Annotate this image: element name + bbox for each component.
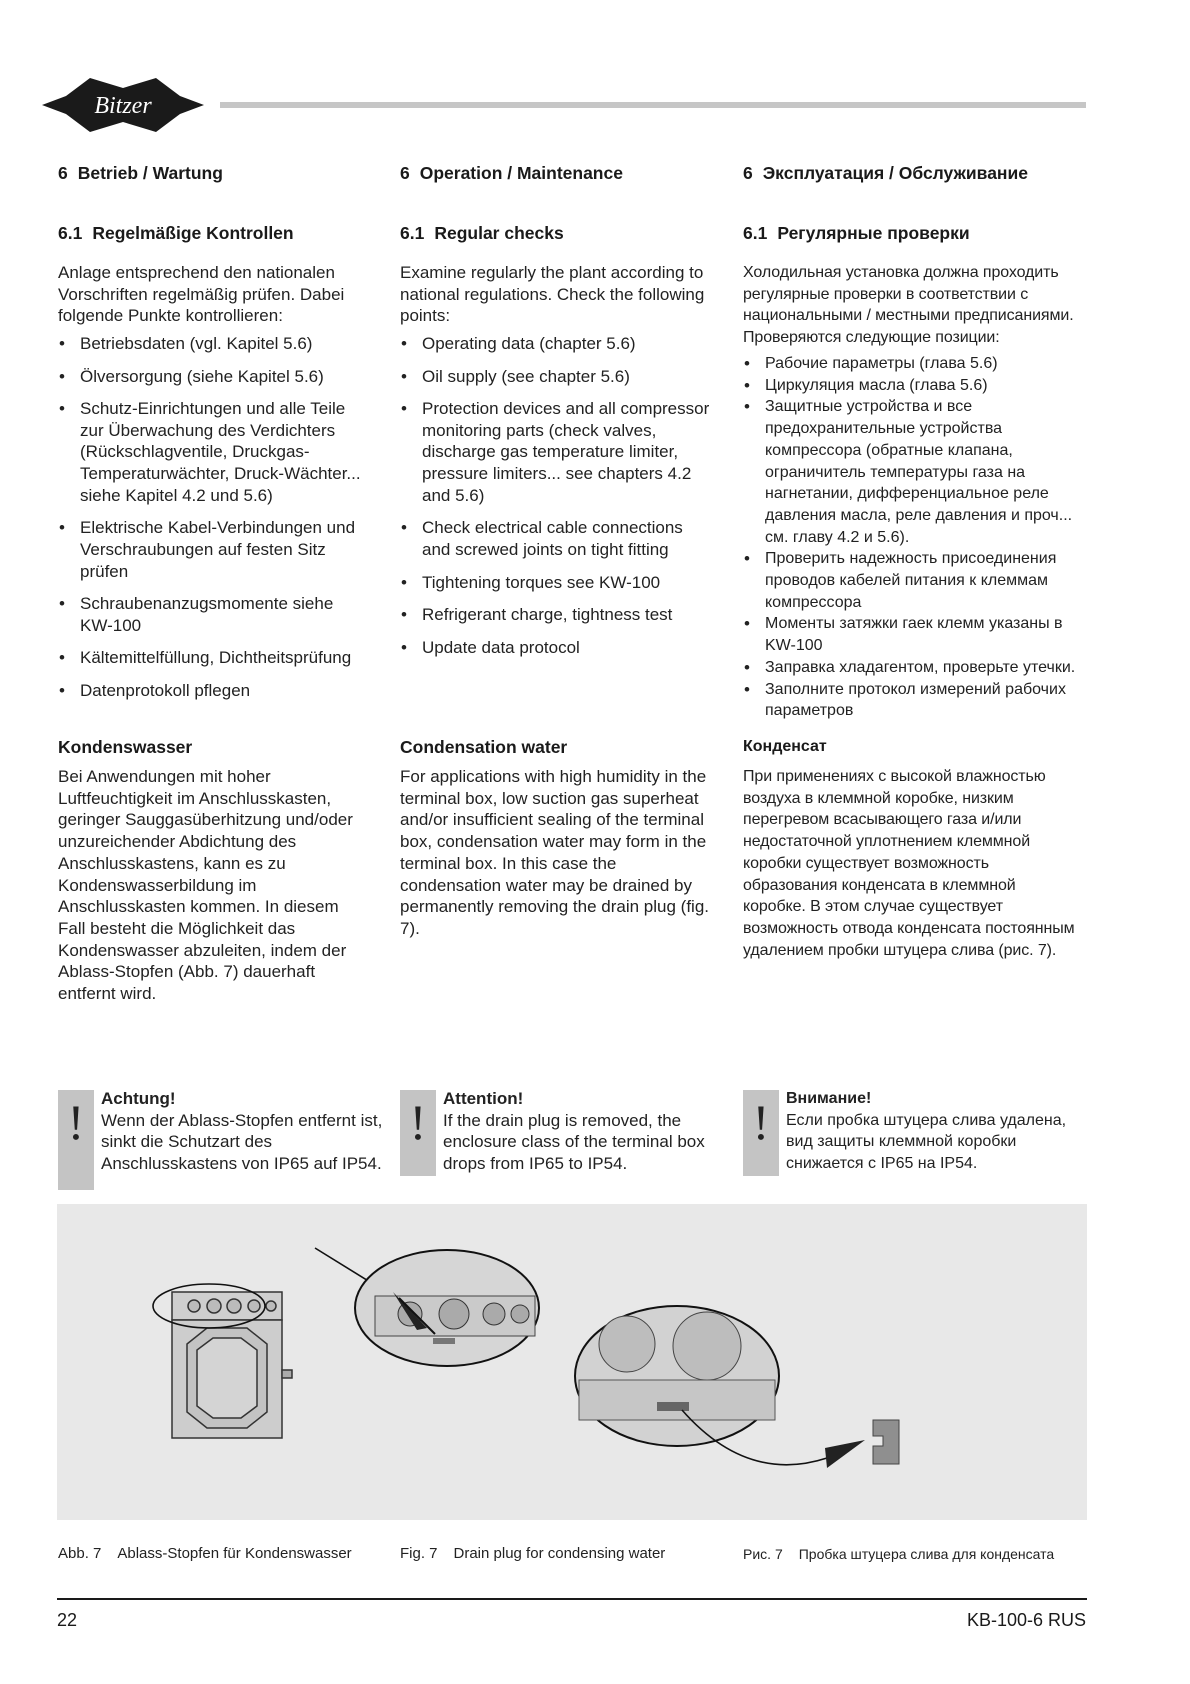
section-heading: 6 Betrieb / Wartung <box>58 163 223 183</box>
document-code: KB-100-6 RUS <box>966 1610 1086 1630</box>
list-item: • Elektrische Kabel-Verbindungen und Verschraubungen auf festen Sitz prüfen <box>58 517 368 582</box>
condensation-heading: Kondenswasser <box>58 737 193 757</box>
check-list <box>58 333 368 712</box>
section-heading: 6 Эксплуатация / Обслуживание <box>743 163 1028 183</box>
condensation-heading: Конденсат <box>743 738 827 755</box>
warning-text: If the drain plug is removed, the enclosure class of the terminal box drops from IP65 to IP54. <box>443 1110 705 1174</box>
warning-title: Attention! <box>443 1089 524 1108</box>
condensation-heading: Condensation water <box>400 737 568 757</box>
list-item: • Oil supply (see chapter 5.6) <box>400 366 715 388</box>
list-item: • Tightening torques see KW-100 <box>400 572 715 594</box>
list-item: • Operating data (chapter 5.6) <box>400 333 715 355</box>
list-item: • Protection devices and all compressor monitoring parts (check valves, discharge gas temperature limiter, pressure limiters... see chapters 4.2 and 5.6) <box>400 398 715 507</box>
exclamation-icon: ! <box>752 1094 770 1150</box>
subsection-heading: 6.1 Регулярные проверки <box>743 223 970 243</box>
figure-caption: Abb. 7 Ablass-Stopfen für Kondenswasser <box>58 1545 352 1562</box>
intro-text: Anlage entsprechend den nationalen Vorschriften regelmäßig prüfen. Dabei folgende Punkte kontrollieren: <box>58 263 345 326</box>
list-item: • Циркуляция масла (глава 5.6) <box>743 375 1078 397</box>
list-item: • Рабочие параметры (глава 5.6) <box>743 353 1078 375</box>
list-item: • Kältemittelfüllung, Dichtheitsprüfung <box>58 647 368 669</box>
list-item: • Schraubenanzugsmomente siehe KW-100 <box>58 593 368 636</box>
warning-text: Wenn der Ablass-Stopfen entfernt ist, sinkt die Schutzart des Anschlusskastens von IP65 auf IP54. <box>101 1110 383 1174</box>
exclamation-icon: ! <box>409 1094 427 1150</box>
list-item: • Refrigerant charge, tightness test <box>400 604 715 626</box>
list-item: • Schutz-Einrichtungen und alle Teile zur Überwachung des Verdichters (Rückschlagventile, Druckgas-Temperaturwächter, Druck-Wächter... siehe Kapitel 4.2 und 5.6) <box>58 398 368 507</box>
list-item: • Заполните протокол измерений рабочих параметров <box>743 679 1078 722</box>
warning-title: Achtung! <box>101 1089 176 1108</box>
footer-rule <box>57 1598 1087 1600</box>
subsection-heading: 6.1 Regelmäßige Kontrollen <box>58 223 294 243</box>
terminal-box-drawing <box>172 1292 292 1438</box>
check-list <box>743 353 1078 722</box>
list-item: • Проверить надежность присоединения проводов кабелей питания к клеммам компрессора <box>743 548 1078 613</box>
list-item: • Datenprotokoll pflegen <box>58 680 368 702</box>
list-item: • Моменты затяжки гаек клемм указаны в KW-100 <box>743 613 1078 656</box>
bitzer-logo <box>42 76 204 134</box>
header-rule <box>220 102 1086 108</box>
list-item: • Защитные устройства и все предохранительные устройства компрессора (обратные клапана, ограничитель температуры газа на нагнетании, дифференциальное реле давления масла, реле давления и проч... см. главу 4.2 и 5.6). <box>743 396 1078 548</box>
list-item: • Check electrical cable connections and screwed joints on tight fitting <box>400 517 715 560</box>
list-item: • Betriebsdaten (vgl. Kapitel 5.6) <box>58 333 368 355</box>
logo-text: Bitzer <box>94 93 152 119</box>
subsection-heading: 6.1 Regular checks <box>400 223 564 243</box>
intro-text: Холодильная установка должна проходить регулярные проверки в соответствии с национальными / местными предписаниями. Проверяются следующие позиции: <box>743 264 1074 347</box>
condensation-text: For applications with high humidity in the terminal box, low suction gas superheat and/or insufficient sealing of the terminal box, condensation water may form in the terminal box. In this case the condensation water may be drained by permanently removing the drain plug (fig. 7). <box>400 767 709 938</box>
warning-title: Внимание! <box>786 1090 872 1107</box>
exclamation-icon: ! <box>67 1094 85 1150</box>
figure-caption: Fig. 7 Drain plug for condensing water <box>400 1545 666 1562</box>
list-item: • Ölversorgung (siehe Kapitel 5.6) <box>58 366 368 388</box>
check-list <box>400 333 715 669</box>
intro-text: Examine regularly the plant according to national regulations. Check the following points: <box>400 263 705 326</box>
warning-text: Если пробка штуцера слива удалена, вид защиты клеммной коробки снижается с IP65 на IP54. <box>786 1111 1067 1173</box>
zoom-detail-1 <box>355 1250 539 1366</box>
section-heading: 6 Operation / Maintenance <box>400 163 623 183</box>
zoom-detail-2 <box>575 1306 899 1468</box>
list-item: • Update data protocol <box>400 637 715 659</box>
drain-plug-illustration <box>57 1204 1087 1520</box>
condensation-text: При применениях с высокой влажностью воздуха в клеммной коробке, низким перегревом всасывающего газа и/или недостаточной уплотнением клеммной коробки существует возможность образования конденсата в клеммной коробке. В этом случае существует возможность отвода конденсата постоянным удалением пробки штуцера слива (рис. 7). <box>743 768 1075 959</box>
page-number: 22 <box>57 1610 78 1630</box>
figure-7 <box>57 1204 1087 1520</box>
list-item: • Заправка хладагентом, проверьте утечки. <box>743 657 1078 679</box>
condensation-text: Bei Anwendungen mit hoher Luftfeuchtigkeit im Anschlusskasten, geringer Sauggasüberhitzung und/oder unzureichender Abdichtung des Anschlusskastens, kann es zu Kondenswasserbildung im Anschlusskasten kommen. In diesem Fall besteht die Möglichkeit das Kondenswasser abzuleiten, indem der Ablass-Stopfen (Abb. 7) dauerhaft entfernt wird. <box>58 767 353 1004</box>
figure-caption: Рис. 7 Пробка штуцера слива для конденсата <box>743 1546 1055 1562</box>
